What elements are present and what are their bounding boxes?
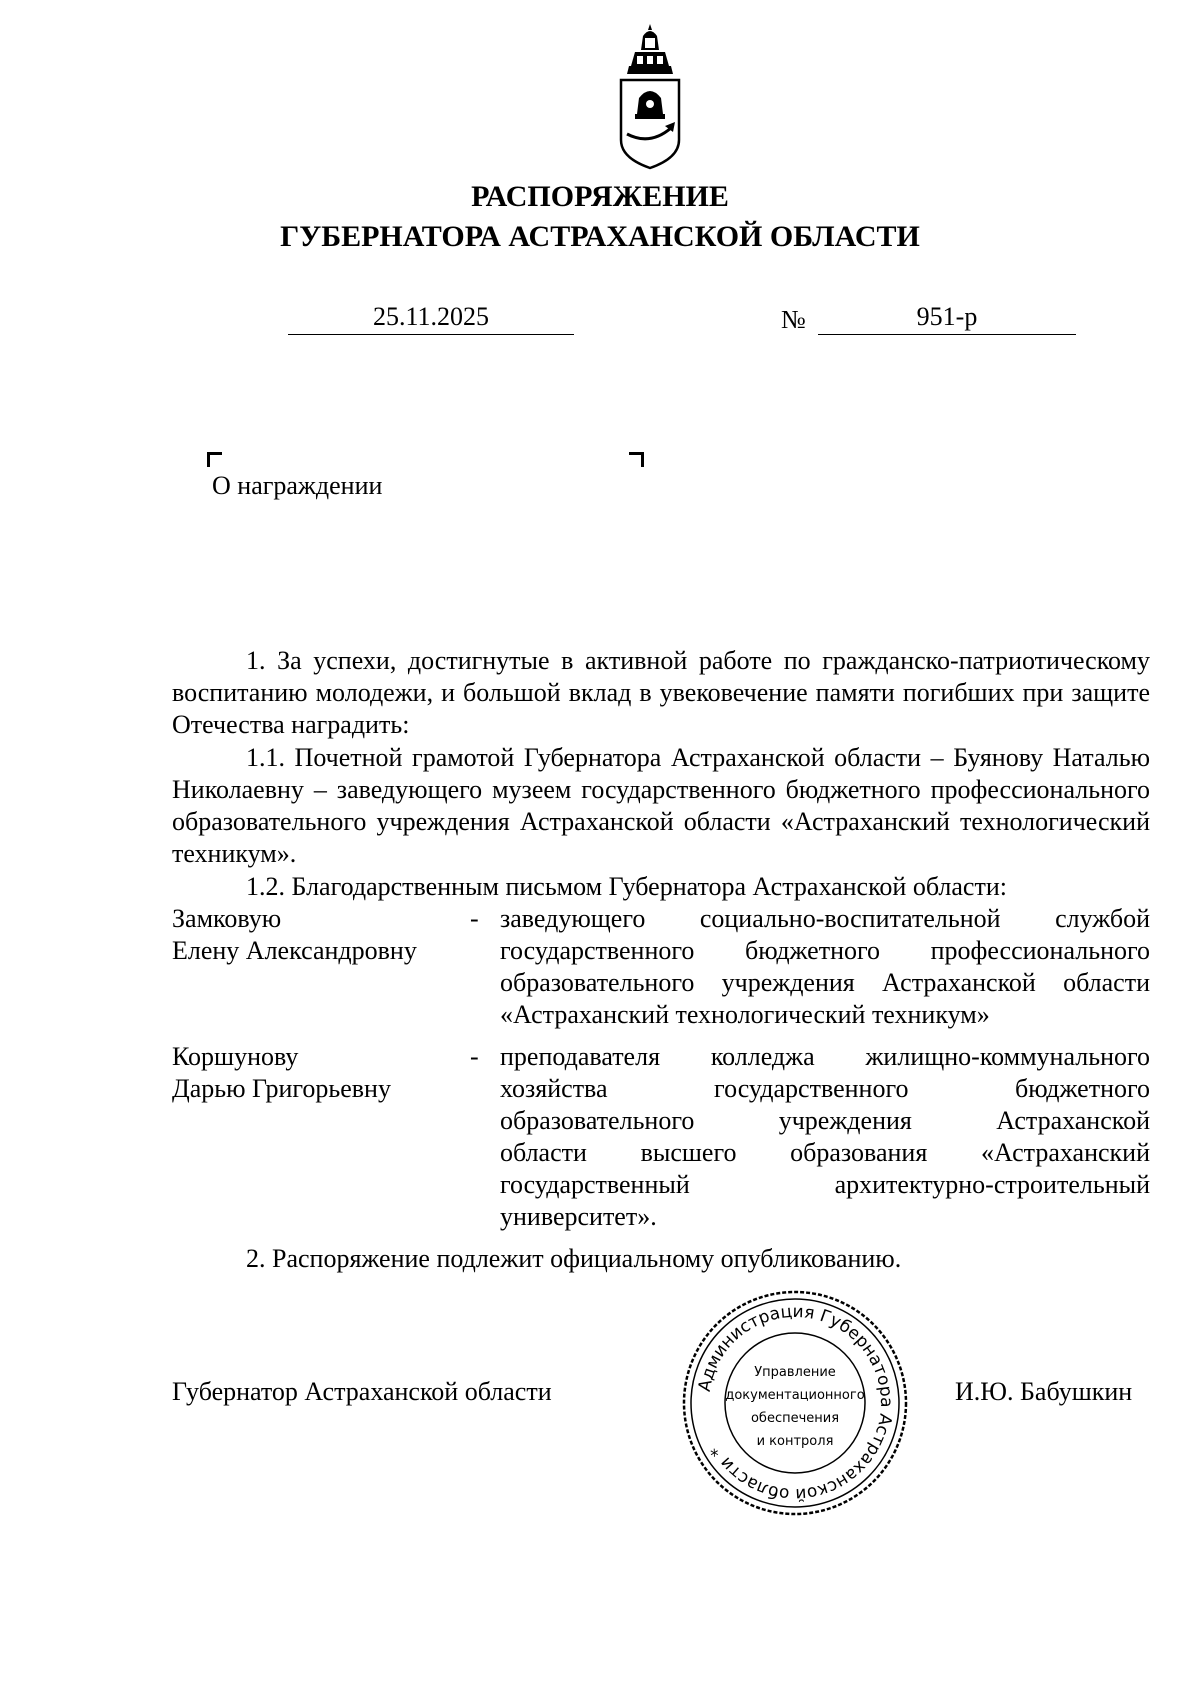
awardee-surname: Коршунову (172, 1042, 299, 1071)
awardee-position (500, 1041, 1150, 1233)
seal-center-line: и контроля (756, 1434, 834, 1449)
seal-center-line: обеспечения (750, 1411, 840, 1426)
seal-center-line: Управление (754, 1365, 836, 1380)
awardee-name (172, 1041, 462, 1105)
signatory-name: И.Ю. Бабушкин (955, 1377, 1133, 1406)
subject-corner-left (207, 452, 222, 467)
document-type-title: РАСПОРЯЖЕНИЕ (471, 180, 729, 213)
awardee-given-names: Дарью Григорьевну (172, 1074, 391, 1103)
awardee-given-names: Елену Александровну (172, 936, 417, 965)
position-line: «Астраханский технологический техникум» (500, 1000, 990, 1029)
seal-ring-text: Администрация Губернатора Астраханской области * (694, 1301, 897, 1505)
subject-corner-right (629, 452, 644, 467)
position-line: области высшего образования «Астраханский (500, 1138, 1150, 1167)
paragraph-1-1: 1.1. Почетной грамотой Губернатора Астраханской области – Буянову Наталью Николаевну – заведующего музеем государственного бюджетного профессионального образовательного учреждения Астраханской области «Астраханский технологический техникум». (172, 743, 1150, 868)
paragraph-2: 2. Распоряжение подлежит официальному опубликованию. (246, 1244, 902, 1273)
seal-center-line: документационного (725, 1388, 865, 1403)
position-line: хозяйства государственного бюджетного (500, 1074, 1150, 1103)
position-line: государственного бюджетного профессионального (500, 936, 1150, 965)
signatory-position: Губернатор Астраханской области (172, 1377, 552, 1406)
paragraph-1-2: 1.2. Благодарственным письмом Губернатора Астраханской области: (246, 872, 1007, 901)
official-seal (680, 1288, 910, 1518)
awardee-name (172, 903, 462, 967)
awardee-dash: - (470, 1042, 479, 1071)
issuer-title: ГУБЕРНАТОРА АСТРАХАНСКОЙ ОБЛАСТИ (280, 220, 920, 253)
position-line: преподавателя колледжа жилищно-коммунального (500, 1042, 1150, 1071)
paragraph-1: 1. За успехи, достигнутые в активной работе по гражданско-патриотическому воспитанию молодежи, и большой вклад в увековечение памяти погибших при защите Отечества наградить: (172, 646, 1150, 739)
position-line: государственный архитектурно-строительный (500, 1170, 1150, 1199)
position-line: образовательного учреждения Астраханской (500, 1106, 1150, 1135)
awardee-position (500, 903, 1150, 1031)
document-date-field: 25.11.2025 (288, 302, 574, 335)
position-line: университет». (500, 1202, 657, 1231)
position-line: заведующего социально-воспитательной службой (500, 904, 1150, 933)
position-line: образовательного учреждения Астраханской области (500, 968, 1150, 997)
document-number-field: 951-р (818, 302, 1076, 335)
awardee-surname: Замковую (172, 904, 282, 933)
number-sign: № (781, 305, 806, 334)
coat-of-arms-emblem (615, 22, 685, 172)
subject-heading: О награждении (212, 471, 383, 500)
awardee-dash: - (470, 904, 479, 933)
